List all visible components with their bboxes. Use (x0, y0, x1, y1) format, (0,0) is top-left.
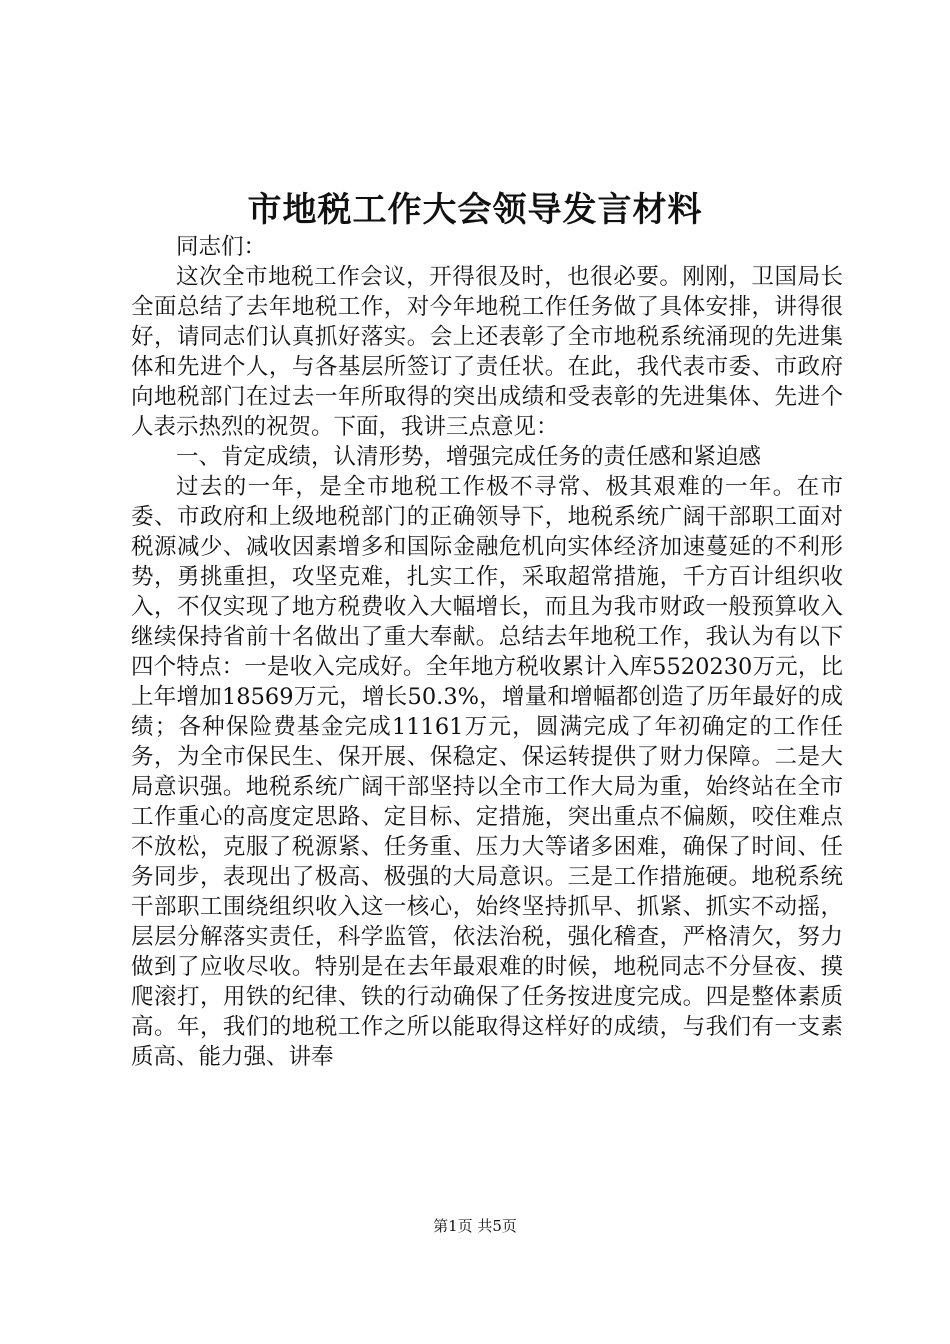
opening-paragraph: 这次全市地税工作会议，开得很及时，也很必要。刚刚，卫国局长全面总结了去年地税工作，对今年地税工作任务做了具体安排，讲得很好，请同志们认真抓好落实。会上还表彰了全市地税系统涌现的先进集体和先进个人，与各基层所签订了责任状。在此，我代表市委、市政府向地税部门在过去一年所取得的突出成绩和受表彰的先进集体、先进个人表示热烈的祝贺。下面，我讲三点意见： (131, 264, 843, 440)
document-body (131, 232, 843, 1072)
section-heading-1: 一、肯定成绩，认清形势，增强完成任务的责任感和紧迫感 (176, 444, 762, 470)
document-title: 市地税工作大会领导发言材料 (247, 190, 703, 230)
achievements-paragraph: 过去的一年，是全市地税工作极不寻常、极其艰难的一年。在市委、市政府和上级地税部门的正确领导下，地税系统广阔干部职工面对税源减少、减收因素增多和国际金融危机向实体经济加速蔓延的不利形势，勇挑重担，攻坚克难，扎实工作，采取超常措施，千方百计组织收入，不仅实现了地方税费收入大幅增长，而且为我市财政一般预算收入继续保持省前十名做出了重大奉献。总结去年地税工作，我认为有以下四个特点：一是收入完成好。全年地方税收累计入库5520230万元，比上年增加18569万元，增长50.3%，增量和增幅都创造了历年最好的成绩；各种保险费基金完成11161万元，圆满完成了年初确定的工作任务，为全市保民生、保开展、保稳定、保运转提供了财力保障。二是大局意识强。地税系统广阔干部坚持以全市工作大局为重，始终站在全市工作重心的高度定思路、定目标、定措施，突出重点不偏颇，咬住难点不放松，克服了税源紧、任务重、压力大等诸多困难，确保了时间、任务同步，表现出了极高、极强的大局意识。三是工作措施硬。地税系统干部职工围绕组织收入这一核心，始终坚持抓早、抓紧、抓实不动摇，层层分解落实责任，科学监管，依法治税，强化稽查，严格清欠，努力做到了应收尽收。特别是在去年最艰难的时候，地税同志不分昼夜、摸爬滚打，用铁的纪律、铁的行动确保了任务按进度完成。四是整体素质高。年，我们的地税工作之所以能取得这样好的成绩，与我们有一支素质高、能力强、讲奉 (131, 474, 843, 1070)
page-number-footer: 第1页 共5页 (433, 1217, 517, 1235)
salutation: 同志们： (176, 234, 267, 260)
